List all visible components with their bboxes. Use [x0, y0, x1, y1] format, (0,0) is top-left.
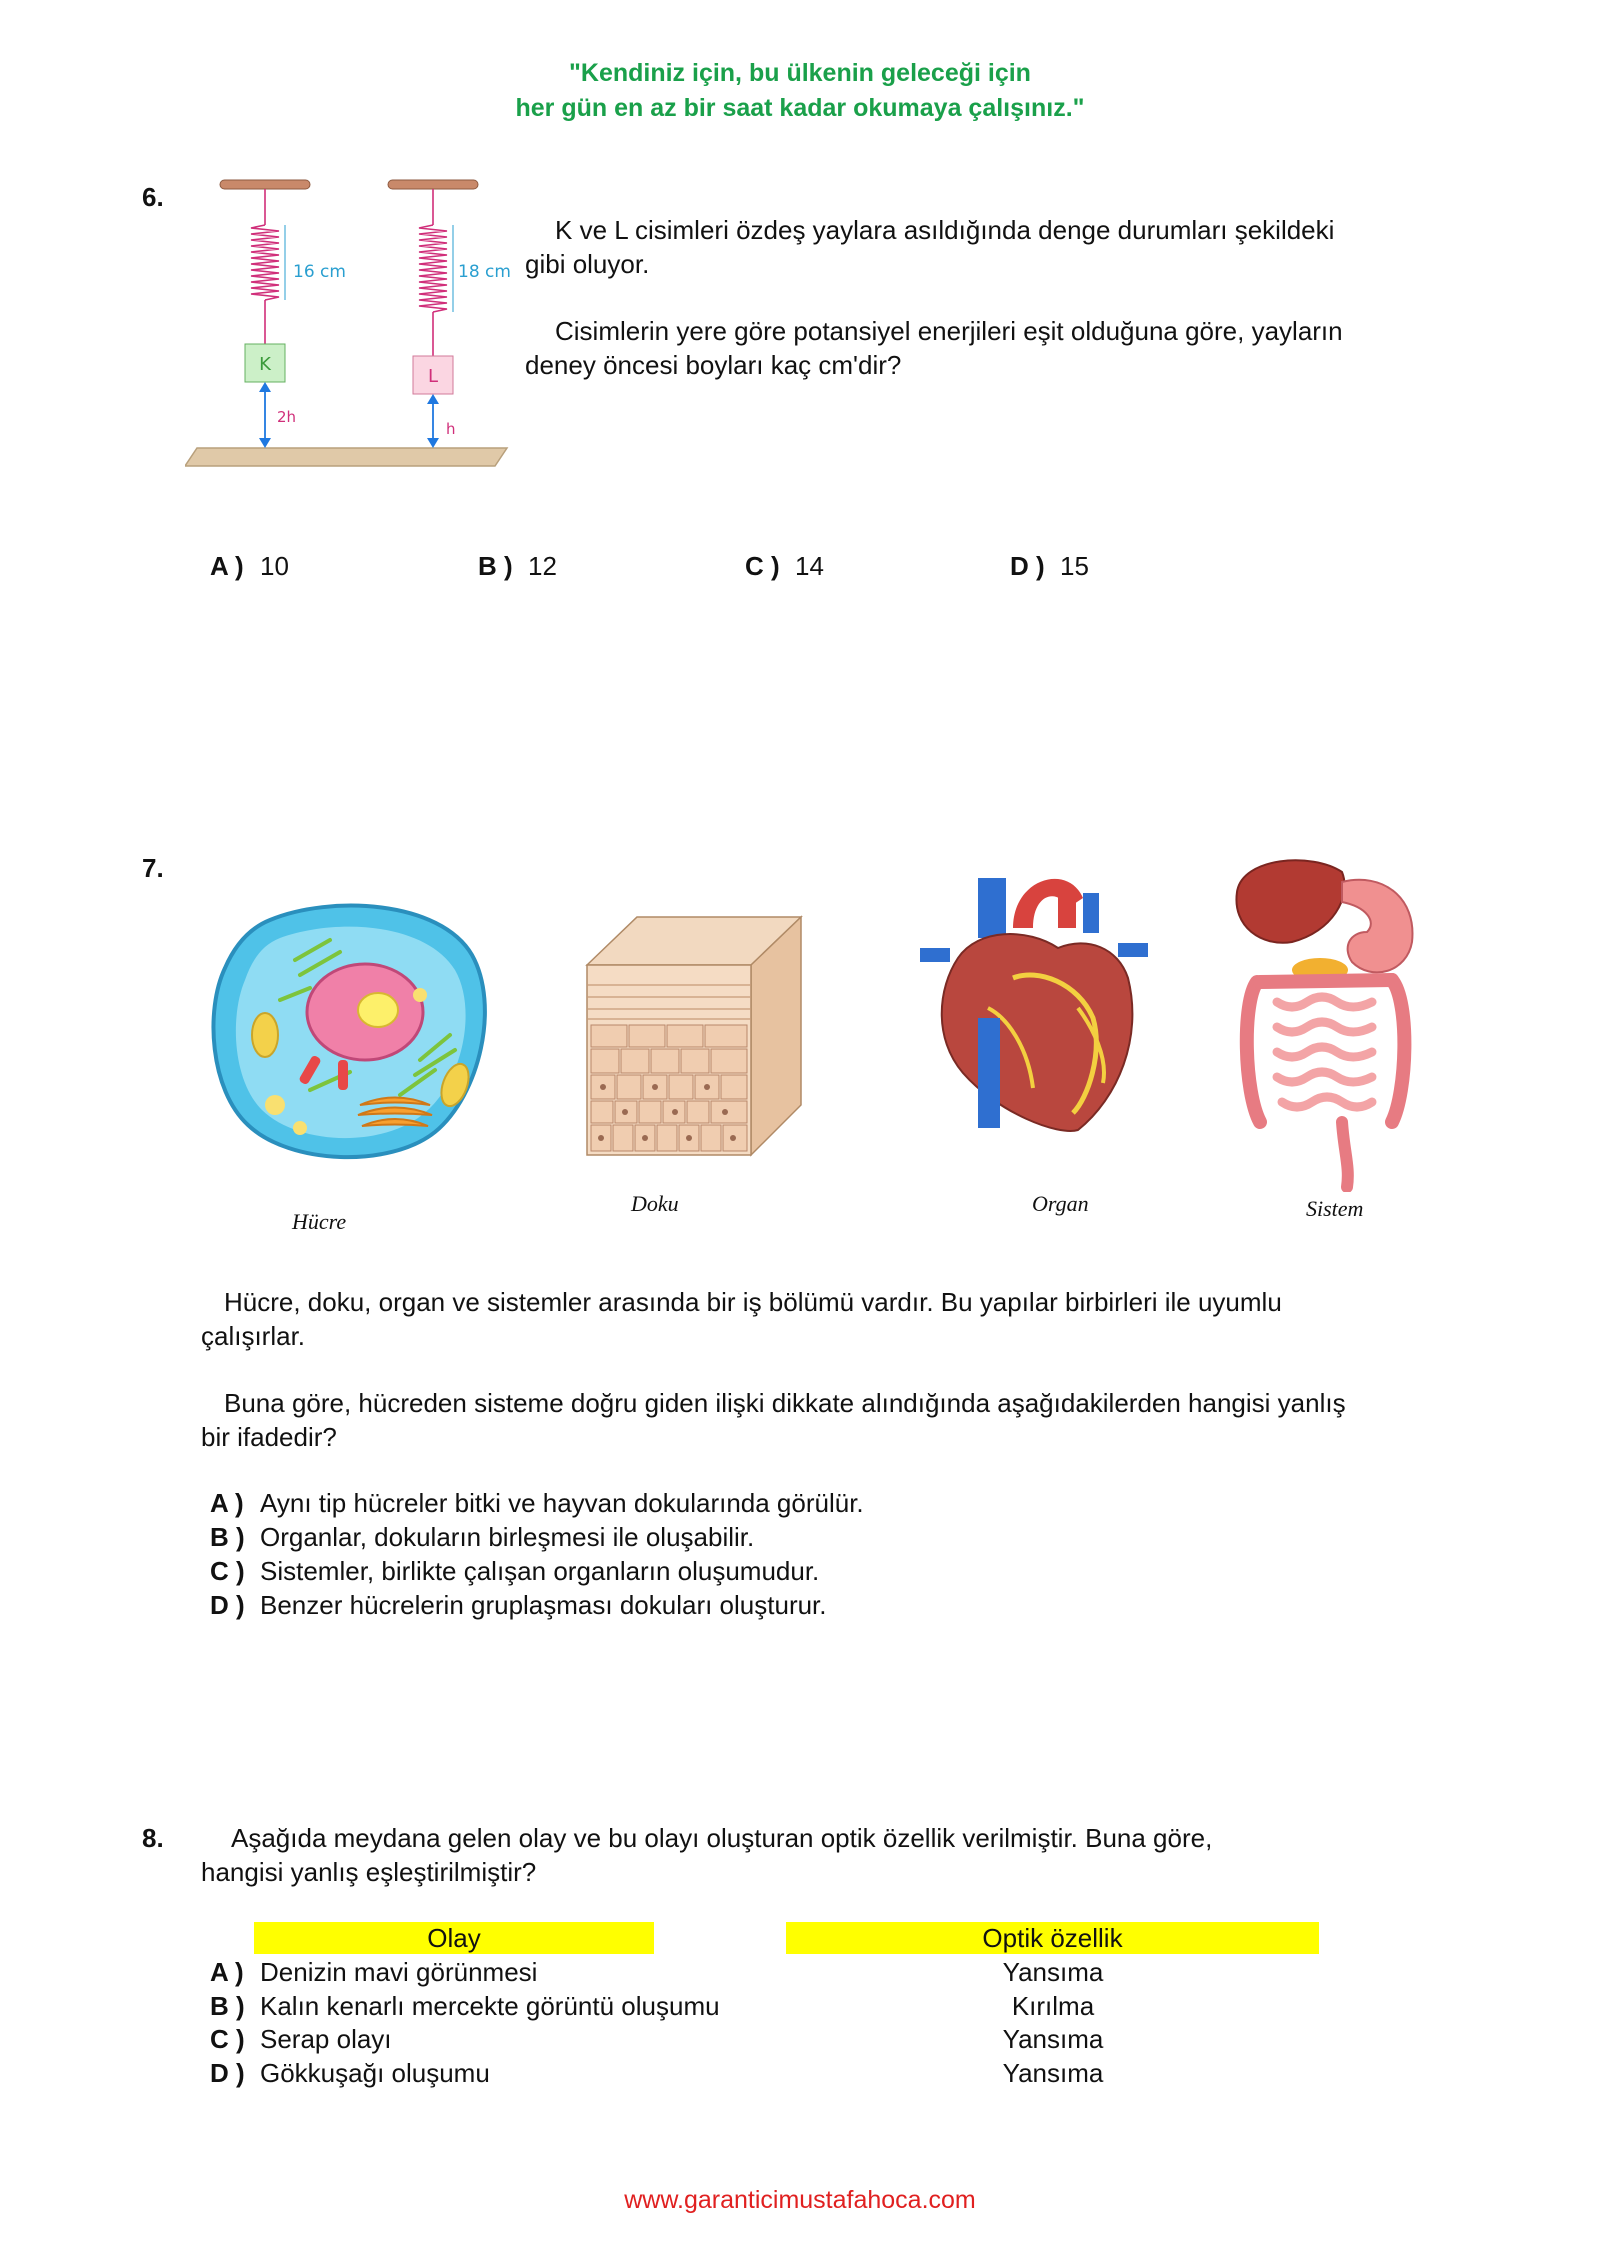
q8-property-a: Yansıma — [1002, 1957, 1104, 1987]
q6-para1-line1: K ve L cisimleri özdeş yaylara asıldığında denge durumları şekildeki — [555, 215, 1335, 245]
spring-k-length: 16 cm — [293, 262, 346, 282]
q8-property-d: Yansıma — [1002, 2058, 1104, 2088]
height-l-label: h — [446, 420, 456, 438]
q6-para2-line1: Cisimlerin yere göre potansiyel enerjileri eşit olduğuna göre, yayların — [555, 316, 1343, 346]
q6-paragraph-2 — [525, 314, 1343, 382]
q8-option-a[interactable] — [210, 1955, 537, 1989]
height-arrow-l — [427, 394, 439, 448]
caption-tissue: Doku — [631, 1191, 679, 1216]
q7-paragraph-2 — [201, 1386, 1346, 1454]
q7-option-d[interactable] — [210, 1588, 827, 1622]
spring-l — [419, 189, 447, 356]
caption-cell: Hücre — [292, 1209, 347, 1234]
q7-para1-line2: çalışırlar. — [201, 1321, 306, 1351]
option-event: Denizin mavi görünmesi — [260, 1957, 538, 1987]
q8-option-b[interactable] — [210, 1989, 720, 2023]
heart-illustration — [918, 868, 1158, 1138]
option-letter: A ) — [210, 551, 244, 581]
q8-para-line1: Aşağıda meydana gelen olay ve bu olayı oluşturan optik özellik verilmiştir. Buna göre, — [231, 1823, 1213, 1853]
option-letter: B ) — [210, 1522, 245, 1552]
option-text: 15 — [1060, 551, 1089, 581]
height-arrow-k — [259, 382, 271, 448]
question-7-number: 7. — [142, 853, 164, 883]
q8-para-line2: hangisi yanlış eşleştirilmiştir? — [201, 1857, 537, 1887]
option-text: 14 — [795, 551, 824, 581]
option-letter: C ) — [210, 1556, 245, 1586]
q6-option-b[interactable] — [478, 549, 557, 583]
height-k-label: 2h — [277, 408, 297, 426]
option-text: Aynı tip hücreler bitki ve hayvan dokularında görülür. — [260, 1488, 864, 1518]
q7-option-c[interactable] — [210, 1554, 819, 1588]
question-6-number: 6. — [142, 182, 164, 212]
option-letter: A ) — [210, 1957, 244, 1987]
block-k-label: K — [259, 354, 271, 375]
option-event: Gökkuşağı oluşumu — [260, 2058, 490, 2088]
option-letter: C ) — [745, 551, 780, 581]
option-letter: C ) — [210, 2024, 245, 2054]
block-l-label: L — [427, 366, 439, 387]
q6-option-a[interactable] — [210, 549, 289, 583]
q7-para1-line1: Hücre, doku, organ ve sistemler arasında bir iş bölümü vardır. Bu yapılar birbirleri ile uyumlu — [224, 1287, 1282, 1317]
option-text: Organlar, dokuların birleşmesi ile oluşabilir. — [260, 1522, 755, 1552]
q7-option-a[interactable] — [210, 1486, 864, 1520]
option-text: Benzer hücrelerin gruplaşması dokuları oluşturur. — [260, 1590, 827, 1620]
option-letter: D ) — [210, 1590, 245, 1620]
q6-option-c[interactable] — [745, 549, 824, 583]
q8-property-b: Kırılma — [1011, 1991, 1095, 2021]
digestive-system-illustration — [1232, 852, 1422, 1192]
q6-para2-line2: deney öncesi boyları kaç cm'dir? — [525, 350, 902, 380]
ground-plate — [185, 448, 507, 466]
option-event: Kalın kenarlı mercekte görüntü oluşumu — [260, 1991, 720, 2021]
option-letter: D ) — [210, 2058, 245, 2088]
q8-option-d[interactable] — [210, 2056, 490, 2090]
motto-line-1: "Kendiniz için, bu ülkenin geleceği için — [569, 59, 1031, 87]
ceiling-k — [220, 180, 310, 189]
q8-property-c: Yansıma — [1002, 2024, 1104, 2054]
q8-option-c[interactable] — [210, 2022, 392, 2056]
option-text: Sistemler, birlikte çalışan organların oluşumudur. — [260, 1556, 820, 1586]
q6-option-d[interactable] — [1010, 549, 1089, 583]
option-text: 12 — [528, 551, 557, 581]
q7-paragraph-1 — [201, 1285, 1282, 1353]
question-8-number: 8. — [142, 1823, 164, 1853]
option-letter: D ) — [1010, 551, 1045, 581]
spring-l-length: 18 cm — [458, 262, 511, 282]
cell-illustration — [210, 900, 490, 1170]
ceiling-l — [388, 180, 478, 189]
q6-paragraph-1 — [525, 213, 1334, 281]
q8-paragraph — [201, 1821, 1212, 1889]
option-text: 10 — [260, 551, 289, 581]
option-letter: B ) — [210, 1991, 245, 2021]
tissue-illustration — [585, 915, 805, 1160]
caption-system: Sistem — [1306, 1196, 1364, 1221]
option-event: Serap olayı — [260, 2024, 392, 2054]
q7-option-b[interactable] — [210, 1520, 754, 1554]
q6-para1-line2: gibi oluyor. — [525, 249, 650, 279]
caption-organ: Organ — [1032, 1191, 1089, 1216]
spring-diagram — [185, 170, 525, 470]
footer-website-link[interactable]: www.garanticimustafahoca.com — [624, 2186, 976, 2214]
header-olay: Olay — [254, 1922, 654, 1954]
spring-k — [251, 189, 279, 344]
option-letter: A ) — [210, 1488, 244, 1518]
q7-para2-line2: bir ifadedir? — [201, 1422, 337, 1452]
q7-para2-line1: Buna göre, hücreden sisteme doğru giden ilişki dikkate alındığında aşağıdakilerden hangisi yanlış — [224, 1388, 1346, 1418]
header-optik-ozellik: Optik özellik — [786, 1922, 1319, 1954]
option-letter: B ) — [478, 551, 513, 581]
motto-line-2: her gün en az bir saat kadar okumaya çalışınız." — [515, 94, 1085, 122]
